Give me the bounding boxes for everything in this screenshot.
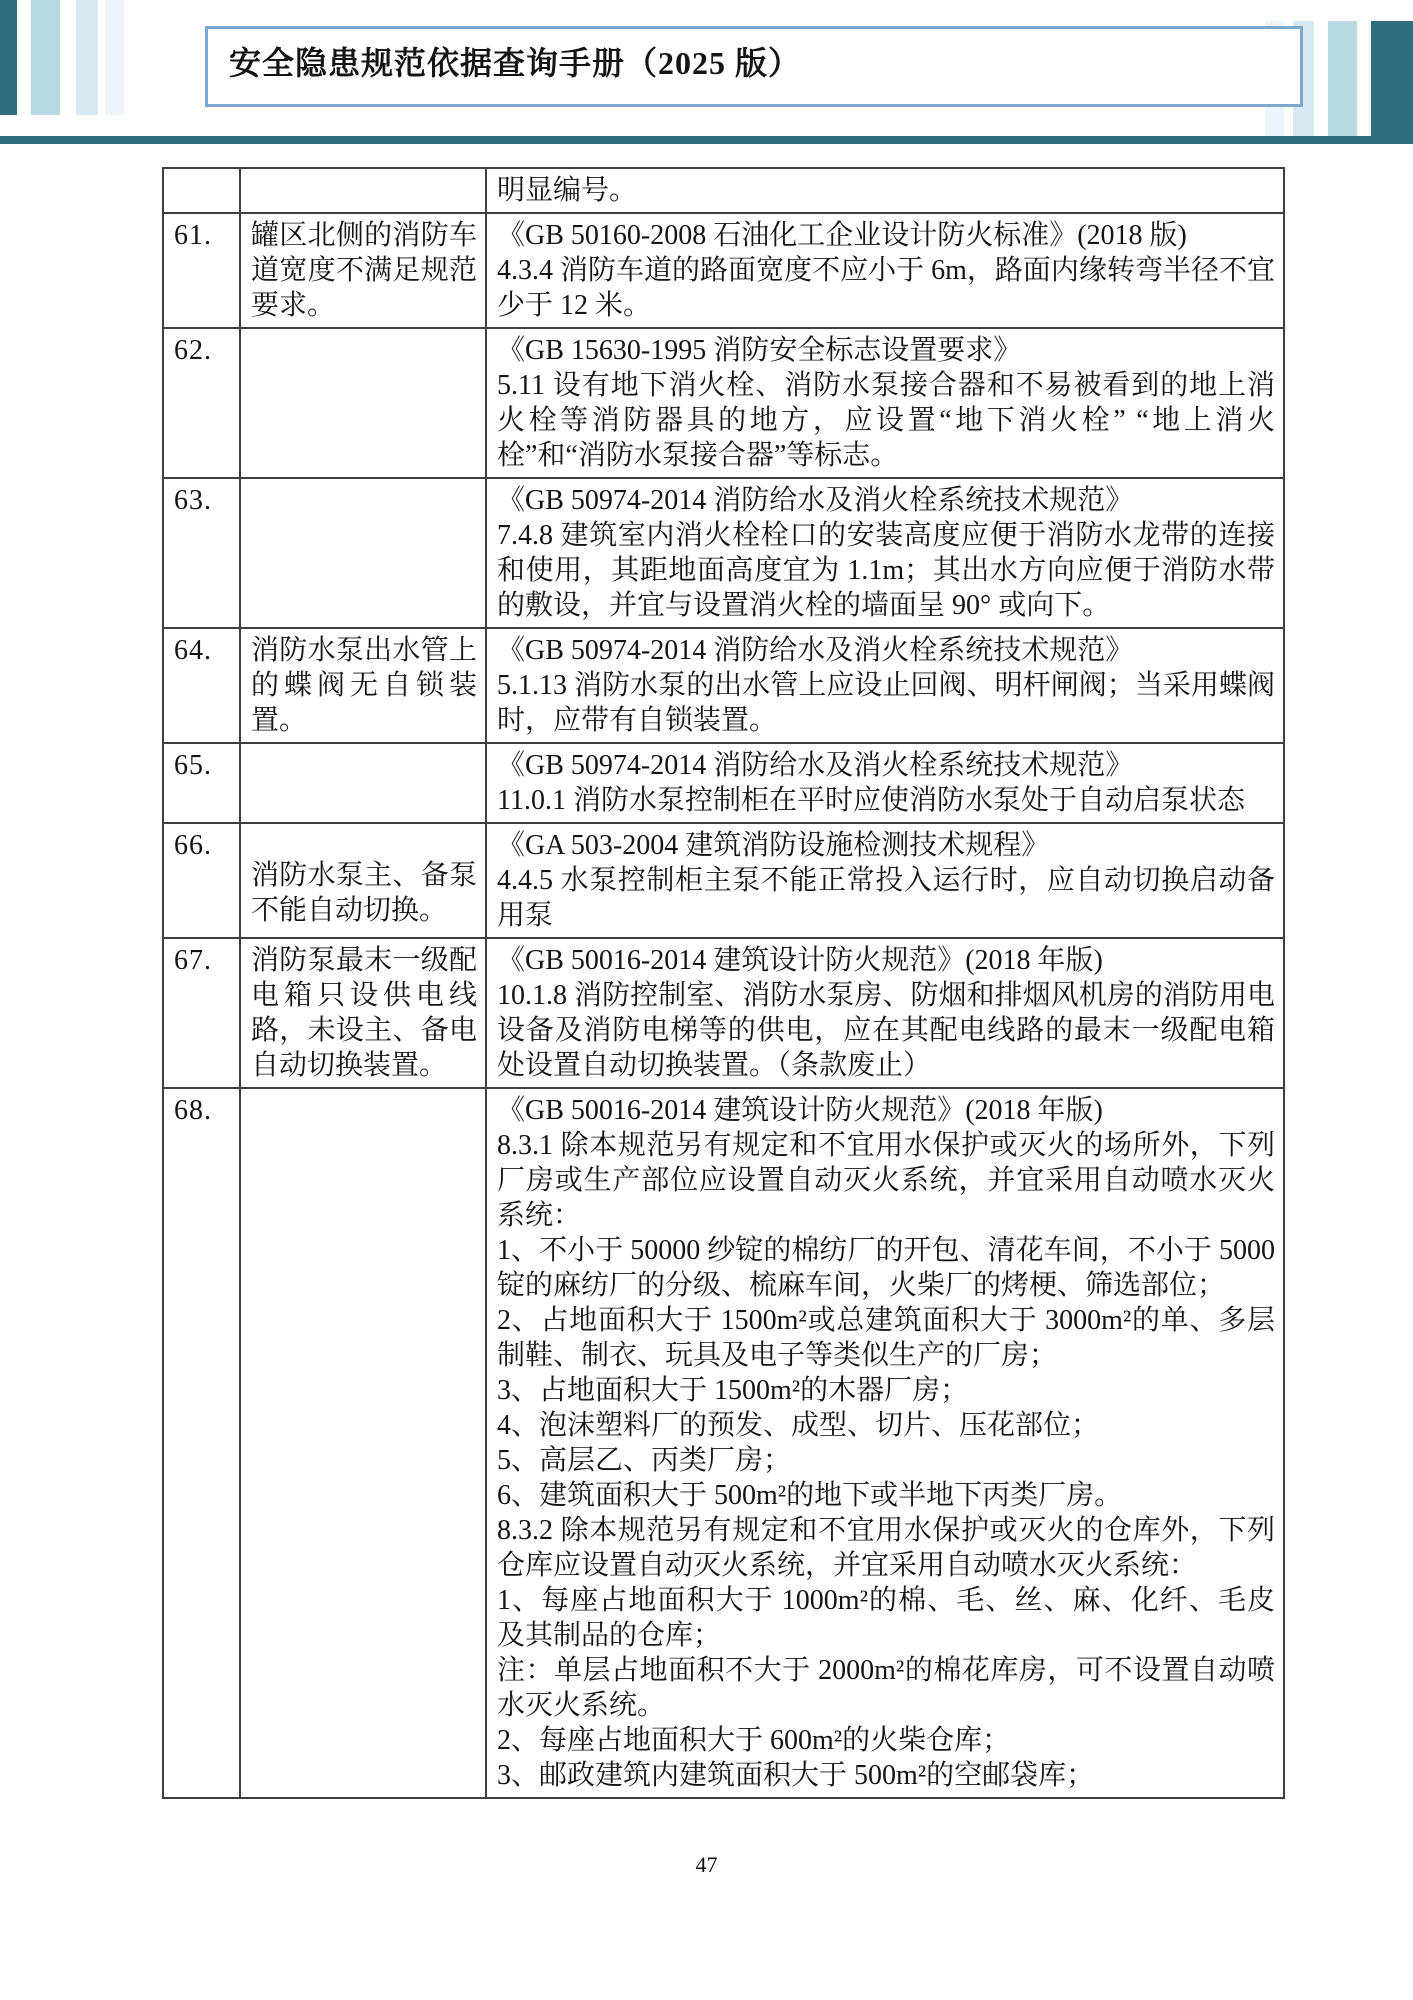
decor-stripe-right-mid <box>1328 21 1357 137</box>
regulation-basis-cell <box>486 823 1284 938</box>
regulation-paragraph: 《GB 50974-2014 消防给水及消火栓系统技术规范》 <box>497 485 1134 516</box>
decor-stripe-left-mid <box>31 0 60 115</box>
regulation-paragraph: 2、每座占地面积大于 600m²的火柴仓库； <box>497 1725 1011 1756</box>
decor-stripe-left-dark <box>0 0 17 115</box>
regulation-paragraph: 4.4.5 水泵控制柜主泵不能正常投入运行时，应自动切换启动备用泵 <box>497 865 1275 931</box>
regulation-basis-cell <box>486 938 1284 1088</box>
decor-stripe-left-faint <box>105 0 124 115</box>
hazard-description-cell <box>240 328 486 478</box>
table-row <box>163 743 1284 823</box>
hazard-description-cell: 消防泵最末一级配电箱只设供电线路，未设主、备电自动切换装置。 <box>240 938 486 1088</box>
hazard-description-cell <box>240 168 486 213</box>
decor-stripe-left-pale <box>76 0 98 115</box>
row-number-cell: 66. <box>163 823 240 938</box>
header-divider-bar <box>0 136 1413 144</box>
regulation-paragraph: 2、占地面积大于 1500m²或总建筑面积大于 3000m²的单、多层制鞋、制衣、玩具及电子等类似生产的厂房； <box>497 1305 1275 1371</box>
regulation-basis-cell <box>486 743 1284 823</box>
manual-title: 安全隐患规范依据查询手册（2025 版） <box>229 45 802 81</box>
regulation-paragraph: 明显编号。 <box>497 175 638 206</box>
row-number-cell: 62. <box>163 328 240 478</box>
table-row <box>163 213 1284 328</box>
manual-title-box <box>205 26 1303 107</box>
table-row <box>163 168 1284 213</box>
table-row <box>163 823 1284 938</box>
regulation-paragraph: 5.11 设有地下消火栓、消防水泵接合器和不易被看到的地上消火栓等消防器具的地方，应设置“地下消火栓” “地上消火栓”和“消防水泵接合器”等标志。 <box>497 370 1275 471</box>
row-number-cell: 67. <box>163 938 240 1088</box>
regulation-paragraph: 11.0.1 消防水泵控制柜在平时应使消防水泵处于自动启泵状态 <box>497 785 1245 816</box>
regulation-paragraph: 3、邮政建筑内建筑面积大于 500m²的空邮袋库； <box>497 1760 1095 1791</box>
regulation-paragraph: 注：单层占地面积不大于 2000m²的棉花库房，可不设置自动喷水灭火系统。 <box>497 1655 1275 1721</box>
regulation-paragraph: 5.1.13 消防水泵的出水管上应设止回阀、明杆闸阀；当采用蝶阀时，应带有自锁装置。 <box>497 670 1275 736</box>
regulation-paragraph: 《GA 503-2004 建筑消防设施检测技术规程》 <box>497 830 1050 861</box>
regulation-paragraph: 10.1.8 消防控制室、消防水泵房、防烟和排烟风机房的消防用电设备及消防电梯等的供电，应在其配电线路的最末一级配电箱处设置自动切换装置。（条款废止） <box>497 980 1275 1081</box>
regulation-paragraph: 《GB 15630-1995 消防安全标志设置要求》 <box>497 335 1022 366</box>
regulation-basis-cell <box>486 213 1284 328</box>
hazard-description-cell: 消防水泵出水管上的蝶阀无自锁装置。 <box>240 628 486 743</box>
hazard-description-cell <box>240 743 486 823</box>
regulation-paragraph: 4.3.4 消防车道的路面宽度不应小于 6m，路面内缘转弯半径不宜少于 12 米。 <box>497 255 1275 321</box>
table-row <box>163 328 1284 478</box>
row-number-cell: 63. <box>163 478 240 628</box>
regulation-basis-cell <box>486 168 1284 213</box>
hazard-description-cell <box>240 1088 486 1798</box>
regulation-paragraph: 1、每座占地面积大于 1000m²的棉、毛、丝、麻、化纤、毛皮及其制品的仓库； <box>497 1585 1275 1651</box>
regulation-paragraph: 7.4.8 建筑室内消火栓栓口的安装高度应便于消防水龙带的连接和使用，其距地面高度宜为 1.1m；其出水方向应便于消防水带的敷设，并宜与设置消火栓的墙面呈 90° 或向下。 <box>497 520 1275 621</box>
regulation-paragraph: 6、建筑面积大于 500m²的地下或半地下丙类厂房。 <box>497 1480 1123 1511</box>
regulation-basis-cell <box>486 1088 1284 1798</box>
decor-stripe-right-dark <box>1371 21 1413 143</box>
table-row <box>163 628 1284 743</box>
regulation-paragraph: 《GB 50160-2008 石油化工企业设计防火标准》(2018 版) <box>497 220 1187 251</box>
regulation-paragraph: 《GB 50974-2014 消防给水及消火栓系统技术规范》 <box>497 750 1134 781</box>
regulation-paragraph: 3、占地面积大于 1500m²的木器厂房； <box>497 1375 969 1406</box>
regulation-basis-cell <box>486 628 1284 743</box>
regulation-paragraph: 5、高层乙、丙类厂房； <box>497 1445 792 1476</box>
row-number-cell: 65. <box>163 743 240 823</box>
regulation-paragraph: 8.3.1 除本规范另有规定和不宜用水保护或灭火的场所外，下列厂房或生产部位应设置自动灭火系统，并宜采用自动喷水灭火系统： <box>497 1130 1275 1231</box>
regulation-paragraph: 4、泡沫塑料厂的预发、成型、切片、压花部位； <box>497 1410 1100 1441</box>
row-number-cell: 64. <box>163 628 240 743</box>
row-number-cell <box>163 168 240 213</box>
table-row <box>163 938 1284 1088</box>
table-row <box>163 478 1284 628</box>
regulation-paragraph: 1、不小于 50000 纱锭的棉纺厂的开包、清花车间，不小于 5000 锭的麻纺厂的分级、梳麻车间，火柴厂的烤梗、筛选部位； <box>497 1235 1275 1301</box>
row-number-cell: 68. <box>163 1088 240 1798</box>
hazard-description-cell: 罐区北侧的消防车道宽度不满足规范要求。 <box>240 213 486 328</box>
regulation-basis-cell <box>486 478 1284 628</box>
row-number-cell: 61. <box>163 213 240 328</box>
regulation-paragraph: 8.3.2 除本规范另有规定和不宜用水保护或灭火的仓库外，下列仓库应设置自动灭火系统，并宜采用自动喷水灭火系统： <box>497 1515 1275 1581</box>
hazard-description-cell <box>240 478 486 628</box>
regulation-basis-cell <box>486 328 1284 478</box>
page-number: 47 <box>695 1852 718 1877</box>
regulation-paragraph: 《GB 50974-2014 消防给水及消火栓系统技术规范》 <box>497 635 1134 666</box>
table-row <box>163 1088 1284 1798</box>
regulation-paragraph: 《GB 50016-2014 建筑设计防火规范》(2018 年版) <box>497 1095 1103 1126</box>
regulation-paragraph: 《GB 50016-2014 建筑设计防火规范》(2018 年版) <box>497 945 1103 976</box>
hazard-description-cell: 消防水泵主、备泵不能自动切换。 <box>240 823 486 938</box>
hazard-reference-table <box>162 167 1285 1799</box>
hazard-reference-table-body <box>163 168 1284 1798</box>
